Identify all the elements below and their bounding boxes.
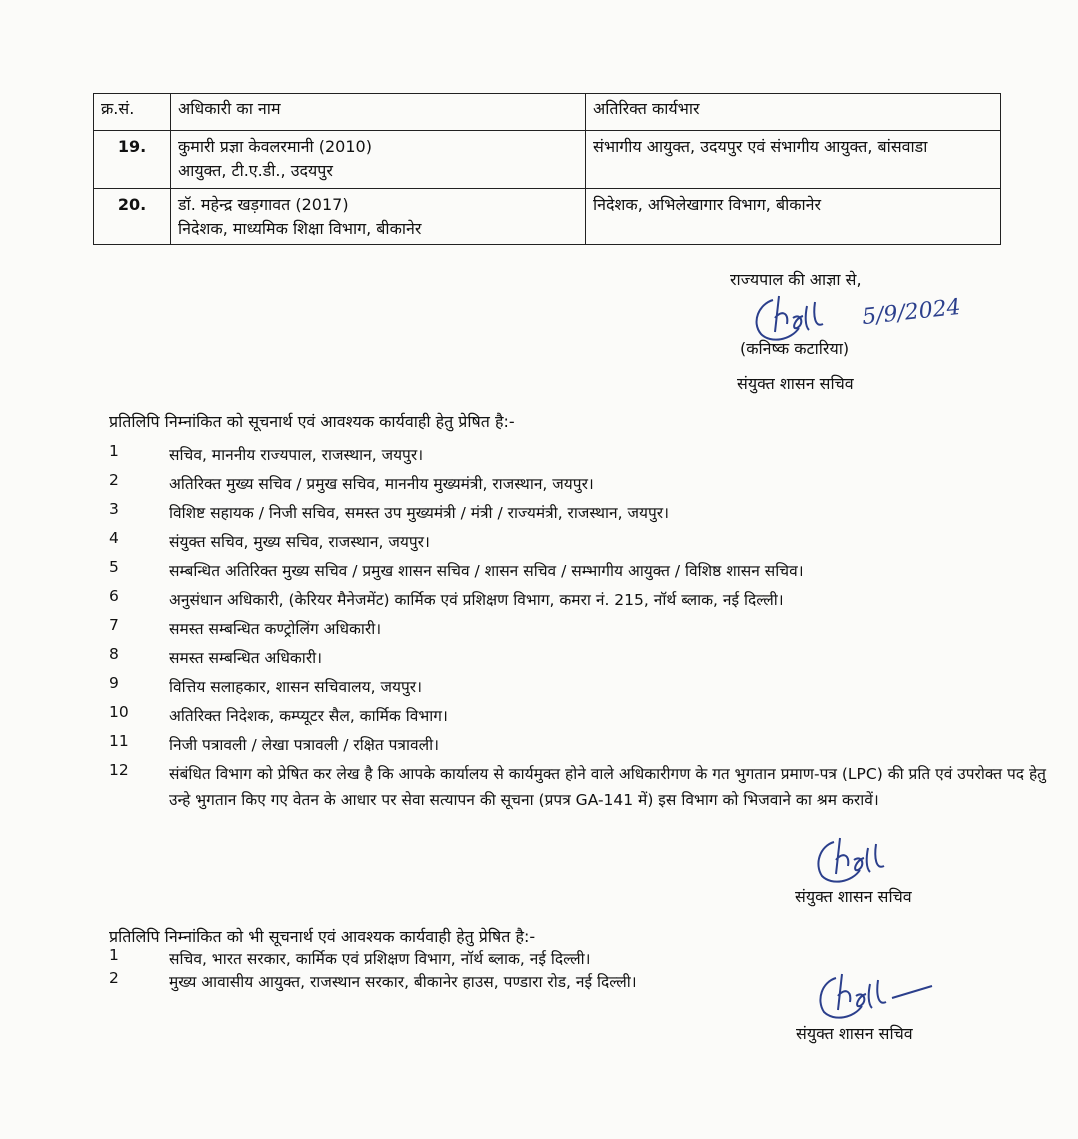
- row-serial: 19.: [94, 131, 171, 189]
- list-item-number: 9: [109, 674, 119, 692]
- list-item-number: 12: [109, 761, 129, 779]
- signatory-designation: संयुक्त शासन सचिव: [737, 374, 854, 393]
- list-item-number: 1: [109, 442, 119, 460]
- officers-table: [93, 93, 1001, 245]
- copy-list-1-signatory-designation: संयुक्त शासन सचिव: [795, 887, 912, 906]
- list-item-text: सचिव, भारत सरकार, कार्मिक एवं प्रशिक्षण विभाग, नॉर्थ ब्लाक, नई दिल्ली।: [169, 950, 591, 968]
- handwritten-signature-icon: [808, 832, 918, 892]
- copy-list-2-intro: प्रतिलिपि निम्नांकित को भी सूचनार्थ एवं आवश्यक कार्यवाही हेतु प्रेषित है:-: [109, 927, 536, 946]
- officer-post-line: निदेशक, माध्यमिक शिक्षा विभाग, बीकानेर: [178, 219, 422, 238]
- list-item-number: 11: [109, 732, 129, 750]
- list-item-number: 3: [109, 500, 119, 518]
- list-item-text: निजी पत्रावली / लेखा पत्रावली / रक्षित पत्रावली।: [169, 736, 439, 754]
- row-additional-charge: संभागीय आयुक्त, उदयपुर एवं संभागीय आयुक्त, बांसवाडा: [586, 131, 1001, 189]
- table-row: [94, 131, 1001, 189]
- list-item-text: विशिष्ट सहायक / निजी सचिव, समस्त उप मुख्यमंत्री / मंत्री / राज्यमंत्री, राजस्थान, जयपुर।: [169, 504, 670, 522]
- table-row: [94, 189, 1001, 245]
- list-item-text: मुख्य आवासीय आयुक्त, राजस्थान सरकार, बीकानेर हाउस, पण्डारा रोड, नई दिल्ली।: [169, 973, 637, 991]
- list-item-number: 4: [109, 529, 119, 547]
- list-item-text: वित्तिय सलाहकार, शासन सचिवालय, जयपुर।: [169, 678, 423, 696]
- list-item-text: समस्त सम्बन्धित अधिकारी।: [169, 649, 323, 667]
- list-item-text: सम्बन्धित अतिरिक्त मुख्य सचिव / प्रमुख शासन सचिव / शासन सचिव / सम्भागीय आयुक्त / विशिष्ठ शासन सचिव।: [169, 562, 804, 580]
- list-item-number: 7: [109, 616, 119, 634]
- list-item-text: अनुसंधान अधिकारी, (केरियर मैनेजमेंट) कार्मिक एवं प्रशिक्षण विभाग, कमरा नं. 215, नॉर्थ ब्लाक, नई दिल्ली।: [169, 591, 784, 609]
- handwritten-signature-icon: [810, 968, 940, 1028]
- list-item-number: 2: [109, 969, 119, 987]
- by-order-text: राज्यपाल की आज्ञा से,: [730, 270, 862, 289]
- table-header-row: [94, 94, 1001, 131]
- officer-name-line: डॉ. महेन्द्र खड़गावत (2017): [178, 195, 349, 214]
- officer-name-line: कुमारी प्रज्ञा केवलरमानी (2010): [178, 137, 372, 156]
- list-item-number: 1: [109, 946, 119, 964]
- list-item-number: 8: [109, 645, 119, 663]
- list-item-number: 10: [109, 703, 129, 721]
- row-additional-charge: निदेशक, अभिलेखागार विभाग, बीकानेर: [586, 189, 1001, 245]
- signature-date: 5/9/2024: [860, 294, 962, 331]
- list-item-text: अतिरिक्त मुख्य सचिव / प्रमुख सचिव, माननीय मुख्यमंत्री, राजस्थान, जयपुर।: [169, 475, 594, 493]
- list-item-number: 6: [109, 587, 119, 605]
- header-serial: क्र.सं.: [94, 94, 171, 131]
- list-item-text: संयुक्त सचिव, मुख्य सचिव, राजस्थान, जयपुर।: [169, 533, 430, 551]
- row-officer-name: [171, 131, 586, 189]
- copy-list-2-signatory-designation: संयुक्त शासन सचिव: [796, 1024, 913, 1043]
- header-officer-name: अधिकारी का नाम: [171, 94, 586, 131]
- list-item-text: संबंधित विभाग को प्रेषित कर लेख है कि आपके कार्यालय से कार्यमुक्त होने वाले अधिकारीगण के गत भुगतान प्रमाण-पत्र (LPC) की प्रति एवं उपरोक्त पद हेतु उन्हे भुगतान किए गए वेतन के आधार पर सेवा सत्यापन की सूचना (प्रपत्र GA-141 में) इस विभाग को भिजवाने का श्रम करावें।: [169, 765, 1047, 809]
- list-item-number: 2: [109, 471, 119, 489]
- signatory-name: (कनिष्क कटारिया): [740, 339, 850, 358]
- header-additional-charge: अतिरिक्त कार्यभार: [586, 94, 1001, 131]
- officer-post-line: आयुक्त, टी.ए.डी., उदयपुर: [178, 161, 333, 180]
- list-item-text: समस्त सम्बन्धित कण्ट्रोलिंग अधिकारी।: [169, 620, 382, 638]
- list-item-text: अतिरिक्त निदेशक, कम्प्यूटर सैल, कार्मिक विभाग।: [169, 707, 448, 725]
- row-officer-name: [171, 189, 586, 245]
- copy-list-intro: प्रतिलिपि निम्नांकित को सूचनार्थ एवं आवश्यक कार्यवाही हेतु प्रेषित है:-: [109, 412, 515, 431]
- list-item-text: सचिव, माननीय राज्यपाल, राजस्थान, जयपुर।: [169, 446, 424, 464]
- row-serial: 20.: [94, 189, 171, 245]
- list-item-number: 5: [109, 558, 119, 576]
